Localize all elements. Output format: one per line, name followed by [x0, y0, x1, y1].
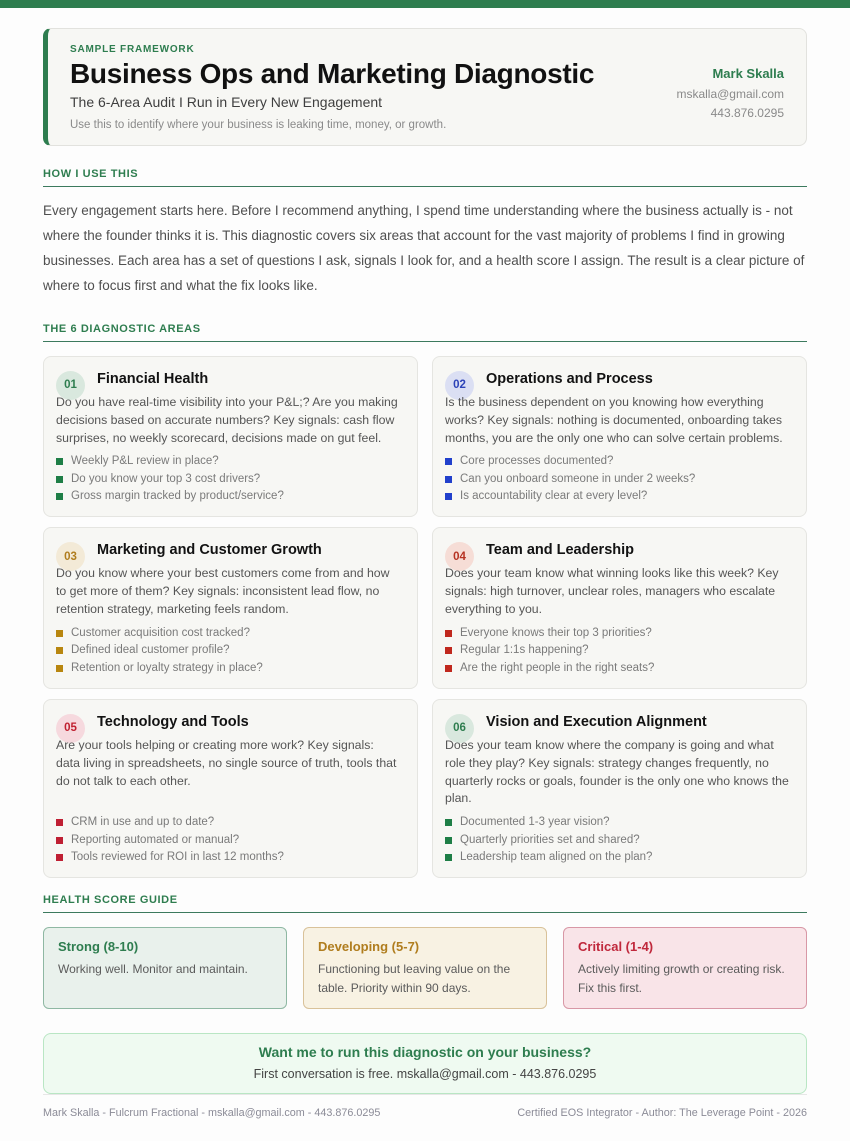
contact-name: Mark Skalla: [712, 66, 784, 81]
bullet-square-icon: [56, 665, 63, 672]
check-item: Tools reviewed for ROI in last 12 months?: [56, 851, 401, 863]
check-item: Do you know your top 3 cost drivers?: [56, 473, 401, 485]
area-description: Does your team know what winning looks like this week? Key signals: high turnover, unclear roles, managers who escalate everything to you.: [445, 566, 779, 617]
check-item: Quarterly priorities set and shared?: [445, 834, 790, 846]
health-score-guide: [43, 927, 807, 1009]
bullet-square-icon: [56, 837, 63, 844]
check-item: Everyone knows their top 3 priorities?: [445, 627, 790, 639]
bullet-square-icon: [445, 665, 452, 672]
bullet-square-icon: [445, 458, 452, 465]
area-number-badge: 01: [56, 371, 85, 400]
section-heading-diagnostic-areas: THE 6 DIAGNOSTIC AREAS: [43, 323, 807, 342]
area-check-list: [56, 447, 401, 502]
bullet-square-icon: [445, 493, 452, 500]
bullet-square-icon: [56, 854, 63, 861]
area-check-list: [56, 808, 401, 863]
score-title: Critical (1-4): [578, 939, 654, 955]
area-title: Operations and Process: [486, 370, 653, 387]
page-title: Business Ops and Marketing Diagnostic: [70, 58, 595, 89]
cta-subtitle: First conversation is free. mskalla@gmail.com - 443.876.0295: [253, 1067, 597, 1082]
check-item: Reporting automated or manual?: [56, 834, 401, 846]
bullet-square-icon: [445, 647, 452, 654]
area-description: Are your tools helping or creating more work? Key signals: data living in spreadsheets, no single source of truth, tools that do not talk to each other.: [56, 737, 397, 788]
check-item: Regular 1:1s happening?: [445, 644, 790, 656]
top-accent-bar: [0, 0, 850, 8]
bullet-square-icon: [445, 854, 452, 861]
footer-left-text: Mark Skalla - Fulcrum Fractional - mskalla@gmail.com - 443.876.0295: [43, 1107, 381, 1120]
area-title: Team and Leadership: [486, 542, 634, 559]
area-number-badge: 06: [445, 714, 474, 743]
cta-banner: [43, 1033, 807, 1094]
area-title: Vision and Execution Alignment: [486, 713, 707, 730]
area-card-team-leadership: [432, 527, 807, 688]
check-item: Documented 1-3 year vision?: [445, 816, 790, 828]
bullet-square-icon: [445, 819, 452, 826]
area-title: Financial Health: [97, 370, 209, 387]
check-item: Gross margin tracked by product/service?: [56, 490, 401, 502]
score-title: Developing (5-7): [318, 939, 420, 955]
contact-email: mskalla@gmail.com: [676, 87, 784, 101]
section-heading-how-i-use-this: HOW I USE THIS: [43, 168, 807, 187]
intro-paragraph: Every engagement starts here. Before I recommend anything, I spend time understanding where the business actually is - not where the founder thinks it is. This diagnostic covers six areas that account for the vast majority of problems I find in growing businesses. Each area has a set of questions I ask, signals I look for, and a health score I assign. The result is a clear picture of where to focus first and what the fix looks like.: [43, 203, 805, 293]
area-description: Do you have real-time visibility into your P&L;? Are you making decisions based on accurate numbers? Key signals: cash flow surprises, no weekly scorecard, decisions made on gut feel.: [56, 394, 398, 445]
area-card-marketing-growth: [43, 527, 418, 688]
area-card-financial-health: [43, 356, 418, 517]
area-number-badge: 05: [56, 714, 85, 743]
bullet-square-icon: [56, 630, 63, 637]
area-check-list: [445, 447, 790, 502]
area-description: Is the business dependent on you knowing how everything works? Key signals: nothing is documented, onboarding takes months, you are the only one who can solve certain problems.: [445, 394, 783, 445]
area-card-operations-process: [432, 356, 807, 517]
content: [0, 8, 850, 1141]
check-item: Defined ideal customer profile?: [56, 644, 401, 656]
bullet-square-icon: [445, 837, 452, 844]
check-item: CRM in use and up to date?: [56, 816, 401, 828]
contact-block: [676, 44, 784, 125]
bullet-square-icon: [56, 493, 63, 500]
footer-right-text: Certified EOS Integrator - Author: The Leverage Point - 2026: [517, 1107, 807, 1120]
page-subtitle: The 6-Area Audit I Run in Every New Engagement: [70, 94, 383, 110]
check-item: Customer acquisition cost tracked?: [56, 627, 401, 639]
page-footer: [43, 1094, 807, 1119]
area-number-badge: 03: [56, 542, 85, 571]
bullet-square-icon: [445, 476, 452, 483]
area-description: Do you know where your best customers come from and how to get more of them? Key signals: inconsistent lead flow, no retention strategy, marketing feels random.: [56, 566, 390, 617]
bullet-square-icon: [56, 819, 63, 826]
eyebrow-label: SAMPLE FRAMEWORK: [70, 44, 195, 55]
check-item: Can you onboard someone in under 2 weeks?: [445, 473, 790, 485]
score-card-developing: [303, 927, 547, 1009]
score-title: Strong (8-10): [58, 939, 139, 955]
check-item: Core processes documented?: [445, 455, 790, 467]
bullet-square-icon: [56, 647, 63, 654]
page-note: Use this to identify where your business is leaking time, money, or growth.: [70, 119, 447, 131]
bullet-square-icon: [445, 630, 452, 637]
area-title: Marketing and Customer Growth: [97, 542, 322, 559]
check-item: Retention or loyalty strategy in place?: [56, 662, 401, 674]
area-check-list: [445, 619, 790, 674]
area-description: Does your team know where the company is going and what role they play? Key signals: strategy changes frequently, no quarterly rocks or goals, founder is the only one who knows the plan.: [445, 737, 789, 806]
area-card-technology-tools: [43, 699, 418, 878]
area-card-vision-alignment: [432, 699, 807, 878]
diagnostic-areas-grid: [43, 356, 807, 878]
area-number-badge: 04: [445, 542, 474, 571]
bullet-square-icon: [56, 476, 63, 483]
cta-title: Want me to run this diagnostic on your business?: [258, 1044, 592, 1061]
check-item: Weekly P&L review in place?: [56, 455, 401, 467]
score-description: Functioning but leaving value on the table. Priority within 90 days.: [318, 962, 511, 995]
area-check-list: [56, 619, 401, 674]
header-card: [43, 28, 807, 146]
score-description: Working well. Monitor and maintain.: [58, 962, 248, 977]
score-card-critical: [563, 927, 807, 1009]
check-item: Are the right people in the right seats?: [445, 662, 790, 674]
bullet-square-icon: [56, 458, 63, 465]
score-card-strong: [43, 927, 287, 1009]
area-check-list: [445, 808, 790, 863]
score-description: Actively limiting growth or creating risk. Fix this first.: [578, 962, 785, 995]
area-title: Technology and Tools: [97, 713, 249, 730]
area-number-badge: 02: [445, 371, 474, 400]
check-item: Leadership team aligned on the plan?: [445, 851, 790, 863]
check-item: Is accountability clear at every level?: [445, 490, 790, 502]
header-titles: [70, 44, 594, 131]
contact-phone: 443.876.0295: [710, 106, 784, 120]
section-heading-health-score: HEALTH SCORE GUIDE: [43, 894, 807, 913]
